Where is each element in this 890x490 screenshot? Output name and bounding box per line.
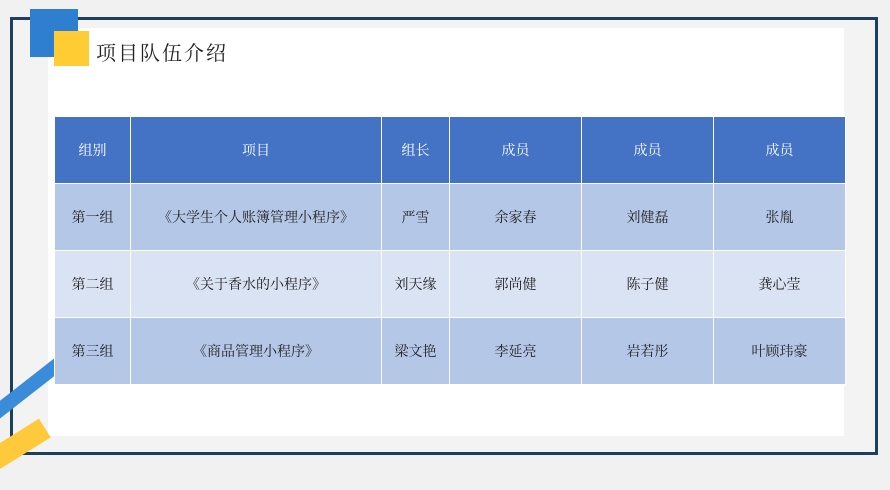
cell-leader: 刘天缘 xyxy=(382,251,450,318)
cell-leader: 梁文艳 xyxy=(382,318,450,385)
cell-leader: 严雪 xyxy=(382,184,450,251)
header-project: 项目 xyxy=(131,117,382,184)
header-member: 成员 xyxy=(582,117,714,184)
cell-member: 龚心莹 xyxy=(714,251,846,318)
cell-group: 第一组 xyxy=(55,184,131,251)
cell-member: 余家春 xyxy=(450,184,582,251)
team-table xyxy=(54,116,846,385)
header-leader: 组长 xyxy=(382,117,450,184)
decorative-yellow-square xyxy=(54,31,89,66)
cell-group: 第三组 xyxy=(55,318,131,385)
table-row xyxy=(55,318,846,385)
cell-member: 张胤 xyxy=(714,184,846,251)
header-member: 成员 xyxy=(450,117,582,184)
cell-project: 《大学生个人账簿管理小程序》 xyxy=(131,184,382,251)
cell-project: 《关于香水的小程序》 xyxy=(131,251,382,318)
cell-member: 岩若彤 xyxy=(582,318,714,385)
slide-title: 项目队伍介绍 xyxy=(96,41,228,65)
table-row xyxy=(55,251,846,318)
cell-project: 《商品管理小程序》 xyxy=(131,318,382,385)
cell-member: 叶顾玮豪 xyxy=(714,318,846,385)
header-group: 组别 xyxy=(55,117,131,184)
table-row xyxy=(55,184,846,251)
cell-member: 李延亮 xyxy=(450,318,582,385)
table-header-row xyxy=(55,117,846,184)
cell-group: 第二组 xyxy=(55,251,131,318)
cell-member: 刘健磊 xyxy=(582,184,714,251)
header-member: 成员 xyxy=(714,117,846,184)
cell-member: 郭尚健 xyxy=(450,251,582,318)
cell-member: 陈子健 xyxy=(582,251,714,318)
